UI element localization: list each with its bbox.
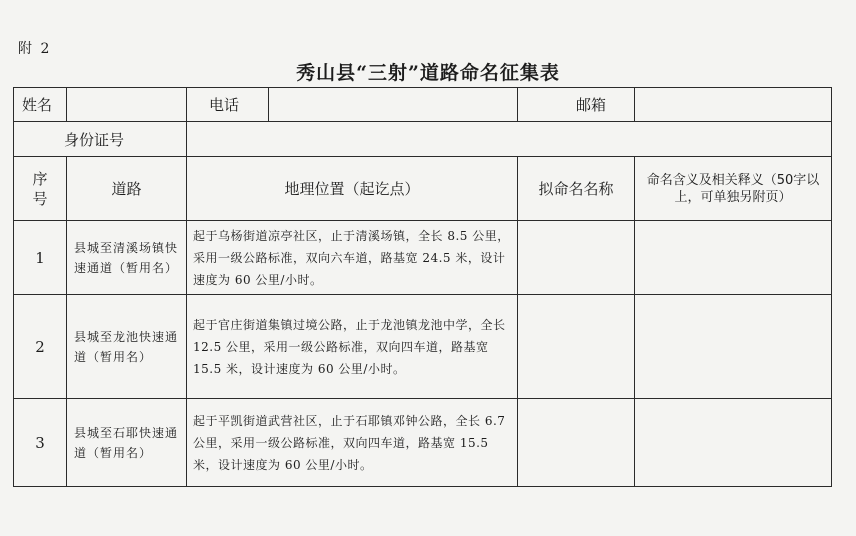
phone-field[interactable] [269,88,517,121]
name-field[interactable] [67,88,187,122]
attachment-label: 附 2 [18,41,52,57]
row-proposed-name-field[interactable] [518,295,635,399]
header-meaning [635,157,832,221]
row-seq: 1 [14,221,67,295]
row-location: 起于平凯街道武营社区，止于石耶镇邓钟公路，全长 6.7 公里，采用一级公路标准，双向四车道，路基宽 15.5 米，设计速度为 60 公里/小时。 [187,399,518,487]
phone-cell [187,88,518,122]
row-meaning-field[interactable] [635,295,832,399]
table-row [14,295,832,399]
id-label: 身份证号 [14,122,187,157]
row-meaning-field[interactable] [635,221,832,295]
table-row [14,399,832,487]
row-road: 县城至石耶快速通道（暂用名） [67,399,187,487]
row-location: 起于官庄街道集镇过境公路，止于龙池镇龙池中学，全长 12.5 公里，采用一级公路标准，双向四车道，路基宽 15.5 米，设计速度为 60 公里/小时。 [187,295,518,399]
header-location: 地理位置（起讫点） [187,157,518,221]
header-meaning-text: 命名含义及相关释义（50字以上，可单独另附页） [646,172,820,205]
row-seq: 2 [14,295,67,399]
header-proposed-name: 拟命名名称 [518,157,635,221]
phone-label: 电话 [187,88,269,121]
row-seq: 3 [14,399,67,487]
id-field[interactable] [187,122,832,157]
header-seq-text: 序号 [32,169,48,208]
row-road: 县城至清溪场镇快速通道（暂用名） [67,221,187,295]
header-row [14,157,832,221]
personal-info-row [14,88,832,122]
email-label: 邮箱 [518,88,635,122]
header-seq [14,157,67,221]
row-proposed-name-field[interactable] [518,221,635,295]
table-row [14,221,832,295]
row-road: 县城至龙池快速通道（暂用名） [67,295,187,399]
row-meaning-field[interactable] [635,399,832,487]
email-field[interactable] [635,88,832,122]
naming-form-table [13,87,832,487]
row-proposed-name-field[interactable] [518,399,635,487]
row-location: 起于乌杨街道凉亭社区，止于清溪场镇，全长 8.5 公里，采用一级公路标准，双向六车道，路基宽 24.5 米，设计速度为 60 公里/小时。 [187,221,518,295]
name-label: 姓名 [14,88,67,122]
header-road: 道路 [67,157,187,221]
id-row [14,122,832,157]
form-title: 秀山县“三射”道路命名征集表 [296,62,560,84]
